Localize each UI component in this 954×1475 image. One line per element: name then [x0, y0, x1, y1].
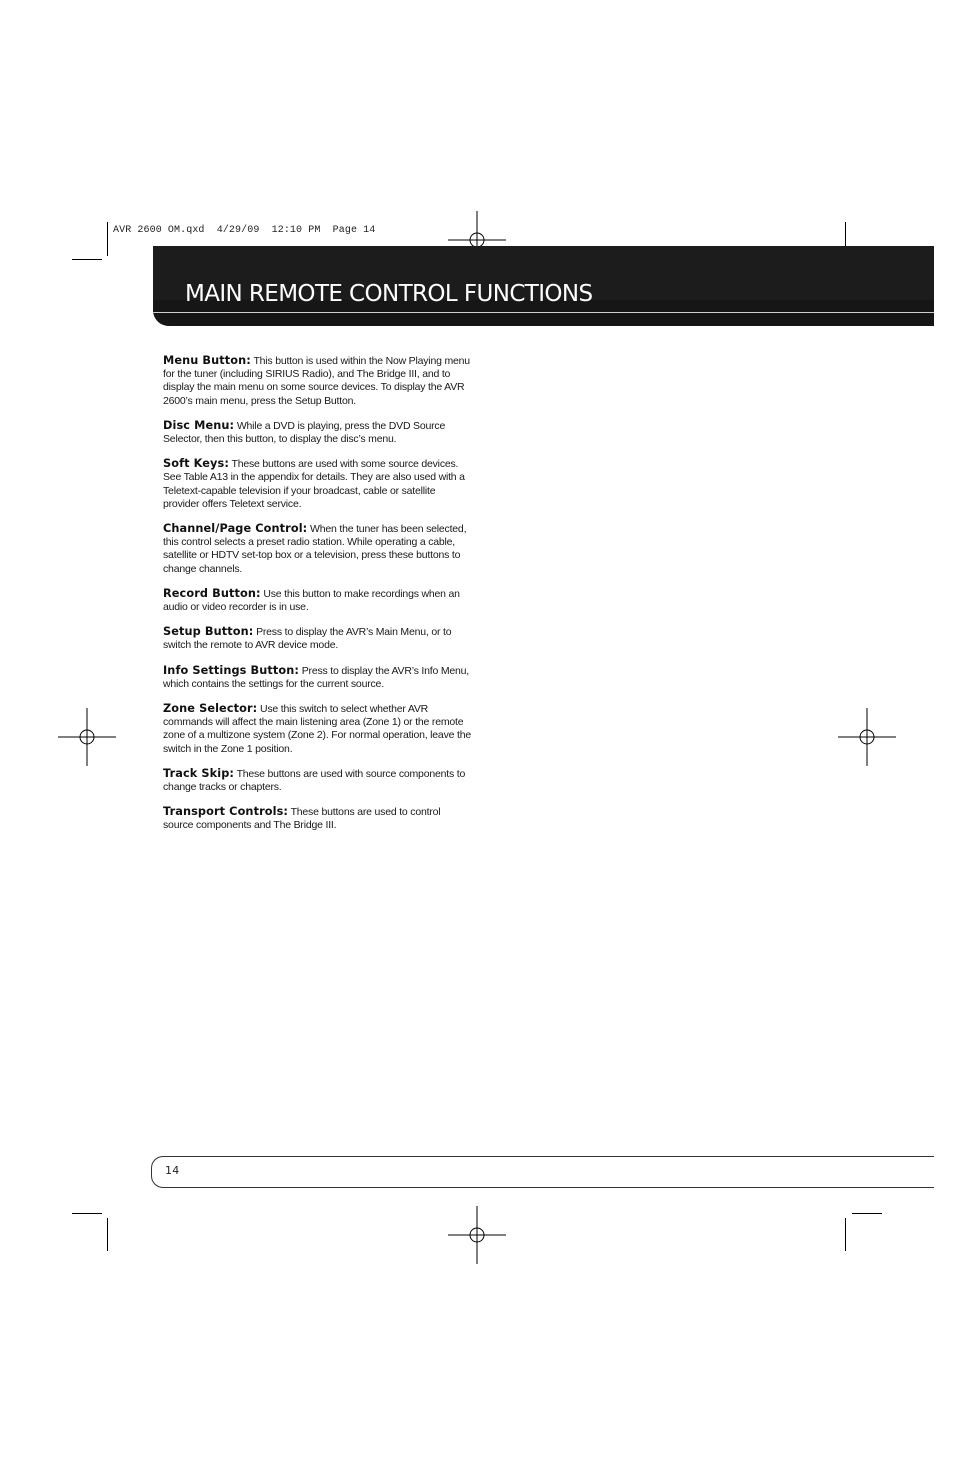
function-entry-track-skip: [163, 767, 473, 794]
function-list: [163, 354, 473, 844]
printer-slug: AVR 2600 OM.qxd 4/29/09 12:10 PM Page 14: [113, 225, 376, 236]
function-entry-transport-controls: [163, 805, 473, 832]
function-entry-record-button: [163, 587, 473, 614]
function-entry-soft-keys: [163, 457, 473, 511]
function-description: Use this switch to select whether AVR commands will affect the main listening area (Zone 1) or the remote zone of a multizone system (Zone 2). For normal operation, leave the switch in the Zone 1 position.: [163, 703, 471, 755]
function-entry-menu-button: [163, 354, 473, 408]
function-term: Zone Selector:: [163, 702, 258, 716]
function-term: Channel/Page Control:: [163, 522, 308, 536]
function-entry-zone-selector: [163, 702, 473, 756]
function-description: When the tuner has been selected, this control selects a preset radio station. While operating a cable, satellite or HDTV set-top box or a television, press these buttons to change channels.: [163, 523, 467, 575]
registration-mark-icon: [448, 1206, 506, 1264]
crop-mark: [845, 1218, 846, 1251]
function-term: Setup Button:: [163, 625, 254, 639]
function-entry-info-settings-button: [163, 664, 473, 691]
function-description: Use this button to make recordings when an audio or video recorder is in use.: [163, 587, 460, 614]
function-description: These buttons are used with source components to change tracks or chapters.: [163, 767, 466, 794]
function-term: Info Settings Button:: [163, 663, 299, 677]
page-title: MAIN REMOTE CONTROL FUNCTIONS: [185, 281, 593, 307]
registration-mark-icon: [838, 708, 896, 766]
function-entry-disc-menu: [163, 419, 473, 446]
crop-mark: [72, 259, 102, 260]
footer-bar: [151, 1156, 934, 1188]
function-term: Soft Keys:: [163, 457, 229, 471]
crop-mark: [852, 1213, 882, 1214]
function-description: These buttons are used with some source devices. See Table A13 in the appendix for details. They are also used with a Teletext-capable television if your broadcast, cable or satellite provider offers Teletext service.: [163, 458, 465, 510]
crop-mark: [107, 222, 108, 256]
function-term: Track Skip:: [163, 766, 235, 780]
crop-mark: [72, 1213, 102, 1214]
function-term: Disc Menu:: [163, 418, 235, 432]
function-term: Record Button:: [163, 586, 261, 600]
function-description: These buttons are used to control source components and The Bridge III.: [163, 806, 441, 832]
function-description: Press to display the AVR’s Info Menu, which contains the settings for the current source.: [163, 664, 470, 690]
function-term: Menu Button:: [163, 354, 251, 367]
function-description: This button is used within the Now Playing menu for the tuner (including SIRIUS Radio), and The Bridge III, and to display the main menu on some source devices. To display the AVR 2600’s main menu, press the Setup Button.: [163, 355, 470, 407]
header-divider: [153, 312, 934, 313]
page-number: 14: [165, 1164, 180, 1177]
crop-mark: [107, 1218, 108, 1251]
function-description: Press to display the AVR’s Main Menu, or to switch the remote to AVR device mode.: [163, 626, 452, 652]
function-term: Transport Controls:: [163, 805, 289, 819]
function-description: While a DVD is playing, press the DVD Source Selector, then this button, to display the disc’s menu.: [163, 419, 446, 446]
function-entry-channel-page-control: [163, 522, 473, 576]
registration-mark-icon: [58, 708, 116, 766]
function-entry-setup-button: [163, 625, 473, 652]
